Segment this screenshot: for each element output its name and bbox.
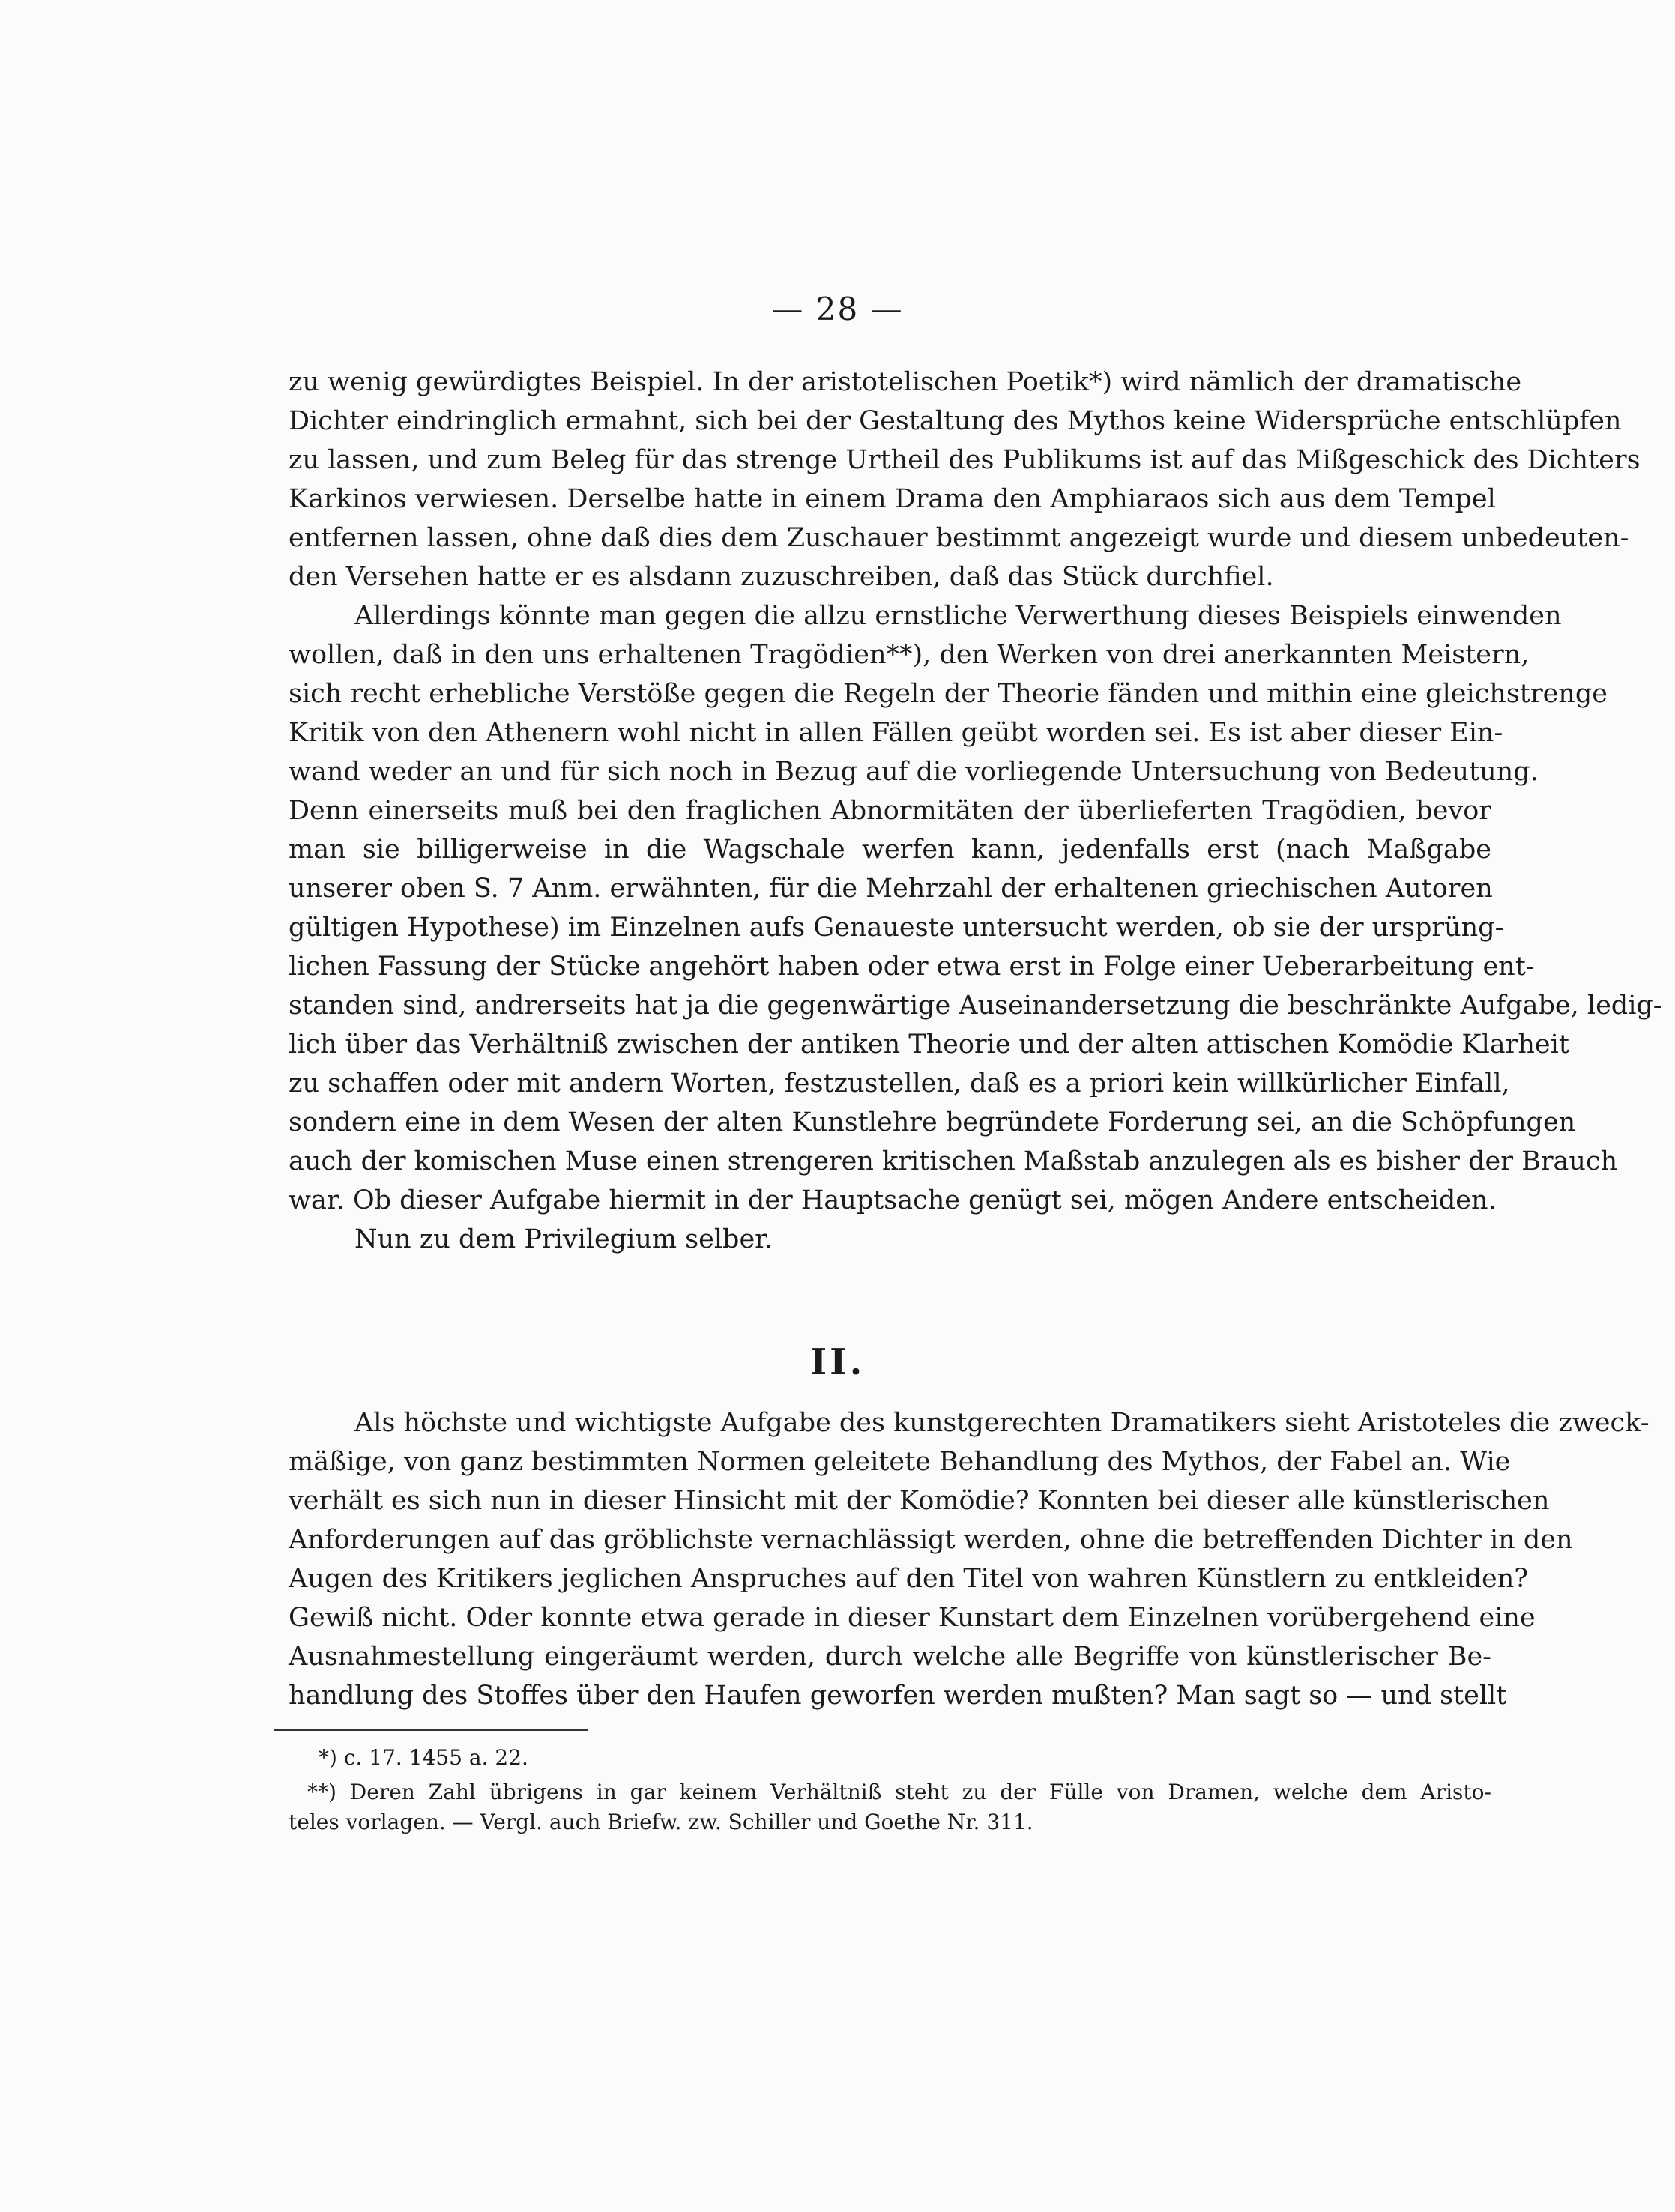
text-line: Augen des Kritikers jeglichen Anspruches auf den Titel von wahren Künstlern zu entkleiden? (289, 1564, 1529, 1594)
footnote-2: **) Deren Zahl übrigens in gar keinem Verhältniß steht zu der Fülle von Dramen, welche dem Aristo- (307, 1780, 1491, 1804)
text-line: war. Ob dieser Aufgabe hiermit in der Hauptsache genügt sei, mögen Andere entscheiden. (289, 1185, 1497, 1215)
text-line: gültigen Hypothese) im Einzelnen aufs Genaueste untersucht werden, ob sie der ursprüng- (289, 913, 1504, 943)
text-line: Anforderungen auf das gröblichste vernachlässigt werden, ohne die betreffenden Dichter in den (289, 1525, 1573, 1555)
text-line: Nun zu dem Privilegium selber. (354, 1224, 773, 1254)
page-number: — 28 — (771, 291, 904, 327)
text-line: Denn einerseits muß bei den fraglichen Abnormitäten der überlieferten Tragödien, bevor (289, 796, 1491, 826)
text-line: unserer oben S. 7 Anm. erwähnten, für die Mehrzahl der erhaltenen griechischen Autoren (289, 874, 1493, 904)
text-line: Karkinos verwiesen. Derselbe hatte in einem Drama den Amphiaraos sich aus dem Tempel (289, 484, 1496, 514)
text-line: auch der komischen Muse einen strengeren kritischen Maßstab anzulegen als es bisher der Brauch (289, 1146, 1618, 1176)
section-heading: II. (809, 1341, 866, 1383)
footnote-1: *) c. 17. 1455 a. 22. (319, 1745, 528, 1770)
text-line: den Versehen hatte er es alsdann zuzuschreiben, daß das Stück durchfiel. (289, 562, 1274, 592)
text-line: wollen, daß in den uns erhaltenen Tragödien**), den Werken von drei anerkannten Meistern, (289, 640, 1530, 670)
text-line: Allerdings könnte man gegen die allzu ernstliche Verwerthung dieses Beispiels einwenden (354, 601, 1562, 631)
text-line: zu schaffen oder mit andern Worten, festzustellen, daß es a priori kein willkürlicher Einfall, (289, 1069, 1510, 1099)
text-line: zu wenig gewürdigtes Beispiel. In der aristotelischen Poetik*) wird nämlich der dramatische (289, 367, 1522, 397)
text-line: entfernen lassen, ohne daß dies dem Zuschauer bestimmt angezeigt wurde und diesem unbedeuten- (289, 523, 1629, 553)
text-line: standen sind, andrerseits hat ja die gegenwärtige Auseinandersetzung die beschränkte Aufgabe, ledig- (289, 991, 1662, 1021)
text-line: man sie billigerweise in die Wagschale werfen kann, jedenfalls erst (nach Maßgabe (289, 835, 1491, 865)
text-line: wand weder an und für sich noch in Bezug auf die vorliegende Untersuchung von Bedeutung. (289, 757, 1539, 787)
text-line: sondern eine in dem Wesen der alten Kunstlehre begründete Forderung sei, an die Schöpfungen (289, 1107, 1576, 1137)
text-line: verhält es sich nun in dieser Hinsicht mit der Komödie? Konnten bei dieser alle künstlerischen (289, 1486, 1550, 1516)
text-line: zu lassen, und zum Beleg für das strenge Urtheil des Publikums ist auf das Mißgeschick des Dichters (289, 445, 1641, 475)
text-line: Kritik von den Athenern wohl nicht in allen Fällen geübt worden sei. Es ist aber dieser Ein- (289, 718, 1503, 748)
text-line: lich über das Verhältniß zwischen der antiken Theorie und der alten attischen Komödie Klarheit (289, 1030, 1569, 1060)
text-line: Dichter eindringlich ermahnt, sich bei der Gestaltung des Mythos keine Widersprüche entschlüpfen (289, 406, 1622, 436)
text-line: Gewiß nicht. Oder konnte etwa gerade in dieser Kunstart dem Einzelnen vorübergehend eine (289, 1603, 1536, 1633)
text-line: sich recht erhebliche Verstöße gegen die Regeln der Theorie fänden und mithin eine gleichstrenge (289, 679, 1608, 709)
footnote-divider (274, 1729, 588, 1731)
text-line: mäßige, von ganz bestimmten Normen geleitete Behandlung des Mythos, der Fabel an. Wie (289, 1447, 1511, 1477)
text-line: lichen Fassung der Stücke angehört haben oder etwa erst in Folge einer Ueberarbeitung ent- (289, 952, 1535, 982)
footnote-2-continued: teles vorlagen. — Vergl. auch Briefw. zw. Schiller und Goethe Nr. 311. (289, 1810, 1033, 1834)
text-line: Als höchste und wichtigste Aufgabe des kunstgerechten Dramatikers sieht Aristoteles die zweck- (354, 1408, 1650, 1438)
text-line: handlung des Stoffes über den Haufen geworfen werden mußten? Man sagt so — und stellt (289, 1681, 1507, 1711)
text-line: Ausnahmestellung eingeräumt werden, durch welche alle Begriffe von künstlerischer Be- (289, 1642, 1491, 1672)
